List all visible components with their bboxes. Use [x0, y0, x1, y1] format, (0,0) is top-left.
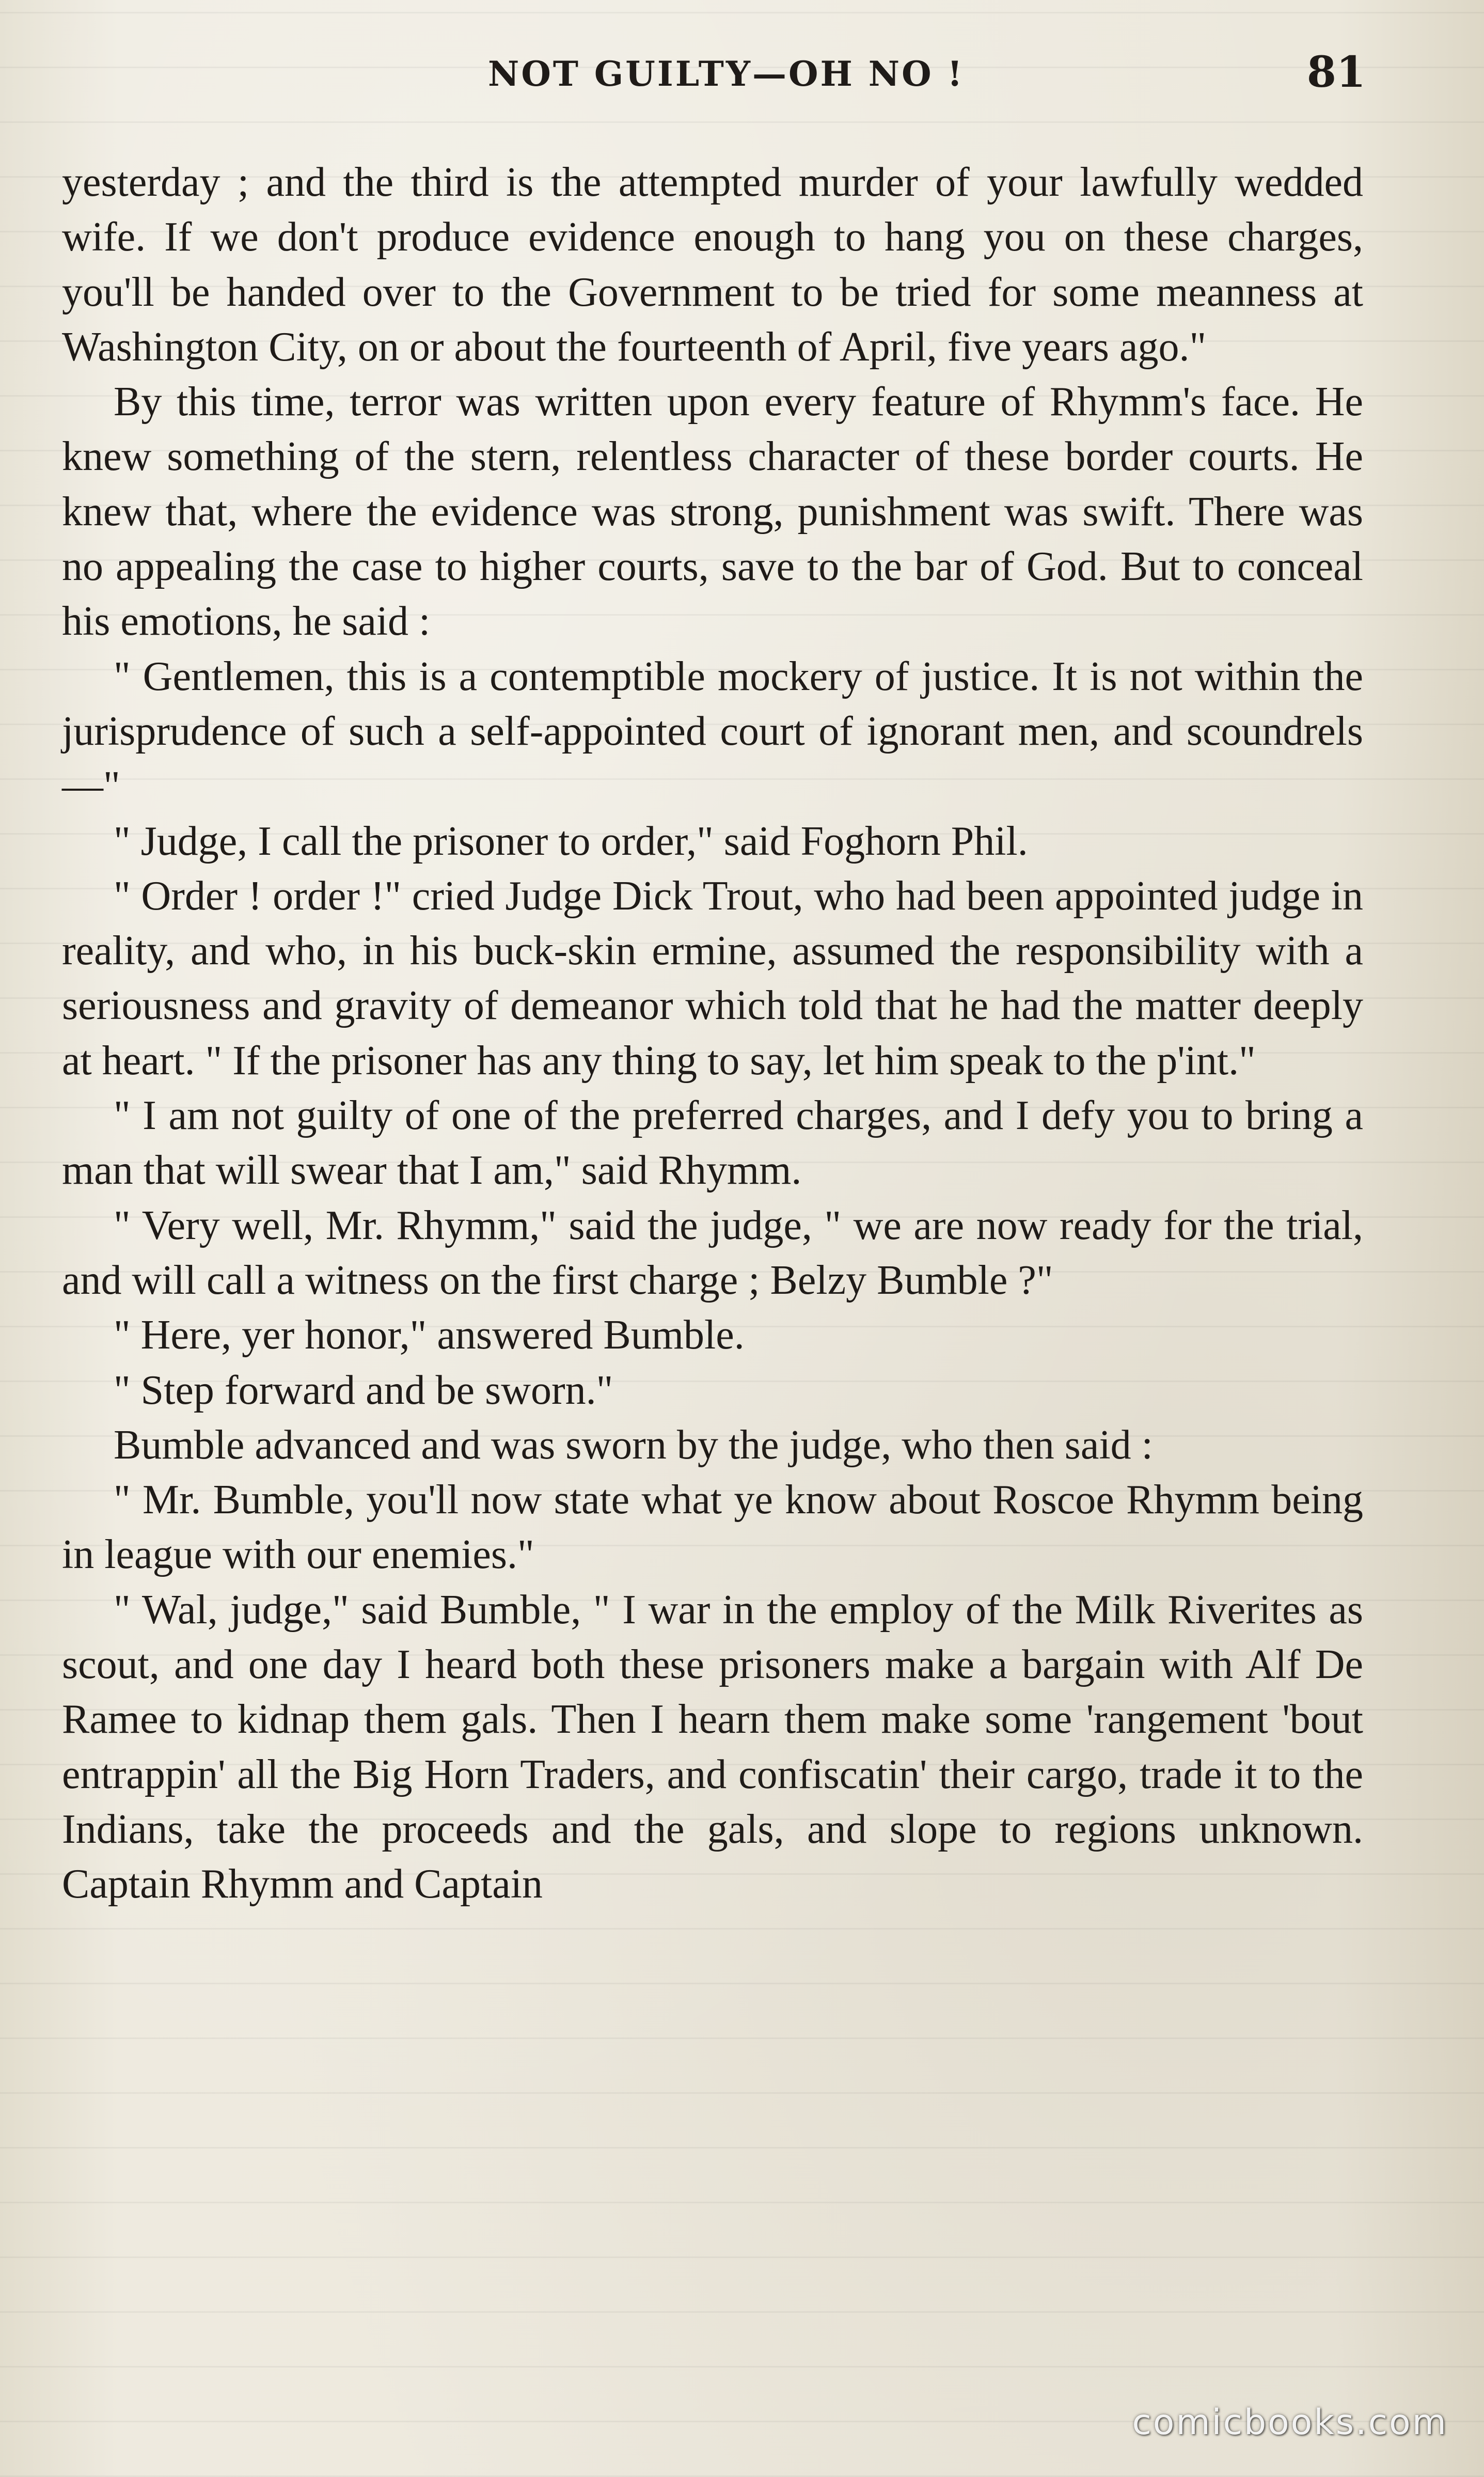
paragraph: " Judge, I call the prisoner to order," said Foghorn Phil.	[114, 818, 1028, 864]
paragraph: " Gentlemen, this is a contemptible mockery of justice. It is not within the jurisprudence of such a self-appointed court of ignorant men, and scoundrels—"	[62, 653, 1363, 809]
paragraph: yesterday ; and the third is the attempted murder of your lawfully wedded wife. If we don't produce evidence enough to hang you on these charges, you'll be handed over to the Government to be tried for some meanness at Washington City, on or about the fourteenth of April, five years ago."	[62, 160, 1363, 370]
body-text	[62, 155, 1363, 1912]
paragraph: " Step forward and be sworn."	[114, 1367, 613, 1413]
running-title: NOT GUILTY—OH NO !	[488, 54, 965, 94]
paragraph: Bumble advanced and was sworn by the judge, who then said :	[114, 1422, 1153, 1468]
paragraph: " Wal, judge," said Bumble, " I war in the employ of the Milk Riverites as scout, and one day I heard both these prisoners make a bargain with Alf De Ramee to kidnap them gals. Then I hearn them make some 'rangement 'bout entrappin' all the Big Horn Traders, and confiscatin' their cargo, trade it to the Indians, take the proceeds and the gals, and slope to regions unknown. Captain Rhymm and Captain	[62, 1587, 1363, 1907]
paragraph: By this time, terror was written upon every feature of Rhymm's face. He knew something of the stern, relentless character of these border courts. He knew that, where the evidence was strong, punishment was swift. There was no appealing the case to higher courts, save to the bar of God. But to conceal his emotions, he said :	[62, 379, 1363, 645]
paragraph: " Here, yer honor," answered Bumble.	[114, 1312, 745, 1358]
paragraph: " Order ! order !" cried Judge Dick Trout, who had been appointed judge in reality, and who, in his buck-skin ermine, assumed the responsibility with a seriousness and gravity of demeanor which told that he had the matter deeply at heart. " If the prisoner has any thing to say, let him speak to the p'int."	[62, 873, 1363, 1084]
watermark: comicbooks.com	[1132, 2402, 1448, 2443]
page-number: 81	[1306, 48, 1366, 97]
paragraph: " Mr. Bumble, you'll now state what ye know about Roscoe Rhymm being in league with our enemies."	[62, 1477, 1363, 1578]
paragraph: " Very well, Mr. Rhymm," said the judge, " we are now ready for the trial, and will call a witness on the first charge ; Belzy Bumble ?"	[62, 1202, 1363, 1303]
page-header	[65, 48, 1366, 104]
paragraph: " I am not guilty of one of the preferred charges, and I defy you to bring a man that will swear that I am," said Rhymm.	[62, 1093, 1363, 1194]
